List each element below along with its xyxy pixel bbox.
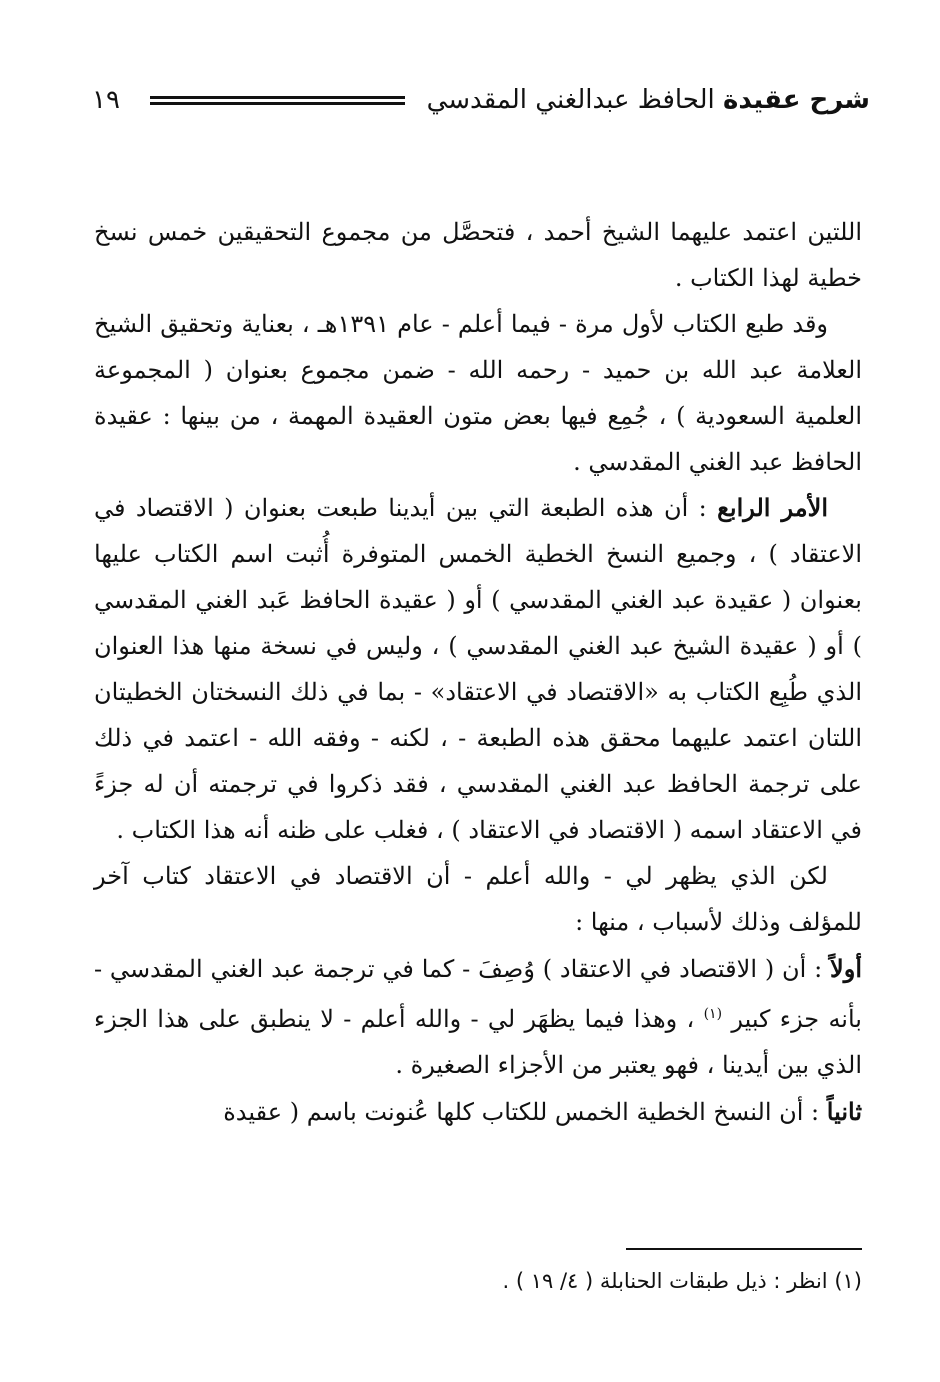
main-text xyxy=(94,210,862,1136)
paragraph-5 xyxy=(94,946,862,1090)
running-title-rest: الحافظ عبدالغني المقدسي xyxy=(426,85,723,115)
paragraph-3-text: : أن هذه الطبعة التي بين أيدينا طبعت بعنوان ( الاقتصاد في الاعتقاد ) ، وجميع النسخ الخطية الخمس المتوفرة أُثبت اسم الكتاب عليها بعنوان ( عقيدة عبد الغني المقدسي ) أو ( عقيدة الحافظ عَبد الغني المقدسي ) أو ( عقيدة الشيخ عبد الغني المقدسي ) ، وليس في نسخة منها هذا العنوان الذي طُبِع الكتاب به «الاقتصاد في الاعتقاد» - بما في ذلك النسختان الخطيتان اللتان اعتمد عليهما محقق هذه الطبعة - ، لكنه - وفقه الله - اعتمد في ذلك على ترجمة الحافظ عبد الغني المقدسي ، فقد ذكروا في ترجمته أن له جزءً في الاعتقاد اسمه ( الاقتصاد في الاعتقاد ) ، فغلب على ظنه أنه هذا الكتاب . xyxy=(94,494,863,844)
paragraph-4: لكن الذي يظهر لي - والله أعلم - أن الاقتصاد في الاعتقاد كتاب آخر للمؤلف وذلك لأسباب ، منها : xyxy=(94,861,862,936)
running-title-strong: شرح عقيدة xyxy=(723,85,870,115)
paragraph-6 xyxy=(94,1089,862,1136)
paragraph-2: وقد طبع الكتاب لأول مرة - فيما أعلم - عام ١٣٩١هـ ، بعناية وتحقيق الشيخ العلامة عبد الله بن حميد - رحمه الله - ضمن مجموع بعنوان ( المجموعة العلمية السعودية ) ، جُمِع فيها بعض متون العقيدة المهمة ، من بينها : عقيدة الحافظ عبد الغني المقدسي . xyxy=(94,309,862,476)
running-header xyxy=(92,78,870,122)
paragraph-3 xyxy=(94,485,862,853)
footnote: (١) انظر : ذيل طبقات الحنابلة ( ٤/ ١٩ ) . xyxy=(502,1269,862,1293)
running-title xyxy=(427,85,870,115)
paragraph-5-text-a: : أن ( الاقتصاد في الاعتقاد ) وُصِفَ - كما في ترجمة عبد الغني المقدسي - بأنه جزء كبير xyxy=(94,954,862,1034)
header-rule xyxy=(150,96,405,105)
page-number: ١٩ xyxy=(92,85,120,115)
paragraph-6-text: : أن النسخ الخطية الخمس للكتاب كلها عُنونت باسم ( عقيدة xyxy=(223,1098,827,1127)
footnote-reference[interactable]: (١) xyxy=(703,1006,723,1023)
paragraph-5-lead: أولاً xyxy=(830,953,862,983)
footnote-separator xyxy=(626,1248,862,1250)
paragraph-1: اللتين اعتمد عليهما الشيخ أحمد ، فتحصَّل من مجموع التحقيقين خمس نسخ خطية لهذا الكتاب . xyxy=(94,218,862,292)
paragraph-5-text-b: ، وهذا فيما يظهَر لي - والله أعلم - لا ينطبق على هذا الجزء الذي بين أيدينا ، فهو يعتبر من الأجزاء الصغيرة . xyxy=(94,1005,862,1080)
paragraph-6-lead: ثانياً xyxy=(826,1097,862,1127)
paragraph-3-lead: الأمر الرابع xyxy=(717,493,829,523)
